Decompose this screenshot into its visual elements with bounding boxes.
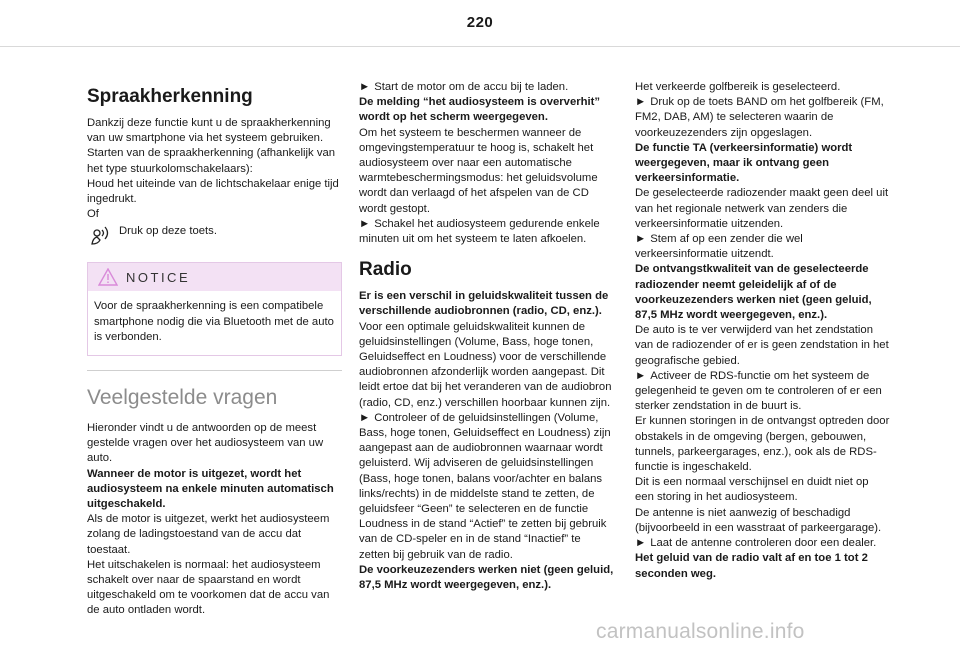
answer: Om het systeem te beschermen wanneer de omgevingstemperatuur te hoog is, schakelt het audiosysteem over naar een automatische warmtebeschermingsmodus: het geluidsvolume wordt dan verlaagd of het afspelen van de CD wordt gestopt. [359, 126, 598, 215]
arrow-icon: ► [359, 411, 371, 424]
notice-body: Voor de spraakherkenning is een compatibele smartphone nodig die via Bluetooth met de auto is verbonden. [94, 300, 334, 343]
step: ► Schakel het audiosysteem gedurende enkele minuten uit om het systeem te laten afkoelen. [359, 217, 600, 246]
notice-header [88, 263, 341, 291]
answer: Voor een optimale geluidskwaliteit kunnen de geluidsinstellingen (Volume, Bass, hoge tonen, Geluidseffect en Loudness) voor de verschillende audiobronnen afzonderlijk worden aangepast. Dit leidt ertoe dat bij het veranderen van de audiobron (radio, CD, enz.) verschillen hoorbaar kunnen zijn. [359, 320, 612, 409]
paragraph: Dankzij deze functie kunt u de spraakherkenning van uw smartphone via het systeem gebruiken. [87, 117, 331, 145]
column-2 [359, 80, 614, 593]
question: De functie TA (verkeersinformatie) wordt weergegeven, maar ik ontvang geen verkeersinformatie. [635, 141, 853, 185]
answer: Dit is een normaal verschijnsel en duidt niet op een storing in het audiosysteem. [635, 476, 869, 504]
column-3 [635, 80, 890, 582]
section-title-radio: Radio [359, 259, 412, 281]
notice-box [87, 262, 342, 356]
question: Wanneer de motor is uitgezet, wordt het audiosysteem na enkele minuten automatisch uitgeschakeld. [87, 467, 334, 511]
step: ► Druk op de toets BAND om het golfbereik (FM, FM2, DAB, AM) te selecteren waarin de voorkeuzezenders zijn opgeslagen. [635, 96, 884, 139]
question: De ontvangstkwaliteit van de geselecteerde radiozender neemt geleidelijk af of de voorkeuzezenders werken niet (geen geluid, 87,5 MHz wordt weergegeven, enz.). [635, 263, 872, 322]
watermark: carmanualsonline.info [596, 620, 805, 643]
section-divider [87, 370, 342, 371]
answer: De geselecteerde radiozender maakt geen deel uit van het regionale netwerk van zenders die verkeersinformatie uitzenden. [635, 187, 889, 230]
press-button-text: Druk op deze toets. [119, 225, 217, 238]
voice-instruction [87, 224, 342, 248]
step: ► Controleer of de geluidsinstellingen (Volume, Bass, hoge tonen, Geluidseffect en Loudness) zijn aangepast aan de audiobronnen waarnaar wordt geluisterd. Wij adviseren de geluidsinstellingen (Bass, hoge tonen, balans voor/achter en balans links/rechts) in de middelste stand te zetten, de geluidsfeer “Geen” te selecteren en de functie Loudness in de stand “Actief” te zetten bij gebruik van de CD-speler en in de stand “Inactief” te zetten bij gebruik van de radio. [359, 411, 611, 561]
header-divider [0, 46, 960, 47]
section-title-faq: Veelgestelde vragen [87, 386, 278, 410]
answer: De auto is te ver verwijderd van het zendstation van de radiozender of er is geen zendstation in het geografische gebied. [635, 324, 889, 367]
warning-triangle-icon [98, 268, 118, 286]
paragraph: Houd het uiteinde van de lichtschakelaar enige tijd ingedrukt. [87, 177, 339, 206]
arrow-icon: ► [635, 96, 647, 109]
step: ► Start de motor om de accu bij te laden. [359, 80, 614, 95]
step: ► Laat de antenne controleren door een dealer. [635, 536, 890, 551]
arrow-icon: ► [359, 81, 371, 93]
arrow-icon: ► [359, 217, 371, 230]
answer: De antenne is niet aanwezig of beschadigd (bijvoorbeeld in een wasstraat of parkeergarage). [635, 506, 882, 534]
answer: Als de motor is uitgezet, werkt het audiosysteem zolang de ladingstoestand van de accu dat toestaat. [87, 513, 330, 556]
paragraph: Starten van de spraakherkenning (afhankelijk van het type stuurkolomschakelaars): [87, 147, 336, 175]
voice-command-icon [87, 224, 113, 248]
column-1 [87, 82, 342, 619]
question: De melding “het audiosysteem is oververhit” wordt op het scherm weergegeven. [359, 96, 601, 124]
step: ► Stem af op een zender die wel verkeersinformatie uitzendt. [635, 233, 803, 261]
question: Het geluid van de radio valt af en toe 1 tot 2 seconden weg. [635, 552, 868, 580]
answer: Er kunnen storingen in de ontvangst optreden door obstakels in de omgeving (bergen, gebouwen, tunnels, parkeergarages, enz.), ook als de RDS-functie is ingeschakeld. [635, 415, 890, 474]
step: ► Activeer de RDS-functie om het systeem de gelegenheid te geven om te controleren of er een sterker zendstation in de buurt is. [635, 369, 882, 413]
answer: Het uitschakelen is normaal: het audiosysteem schakelt over naar de spaarstand en wordt uitgeschakeld om te voorkomen dat de accu van de auto ontladen wordt. [87, 558, 330, 617]
question: De voorkeuzezenders werken niet (geen geluid, 87,5 MHz wordt weergegeven, enz.). [359, 563, 614, 592]
arrow-icon: ► [635, 233, 647, 246]
paragraph: Of [87, 208, 99, 221]
question: Er is een verschil in geluidskwaliteit tussen de verschillende audiobronnen (radio, CD, enz.). [359, 290, 609, 318]
arrow-icon: ► [635, 369, 647, 382]
notice-title: NOTICE [126, 269, 191, 285]
arrow-icon: ► [635, 537, 647, 550]
page-number: 220 [466, 14, 494, 31]
paragraph: Hieronder vindt u de antwoorden op de meest gestelde vragen over het audiosysteem van uw auto. [87, 422, 324, 465]
answer: Het verkeerde golfbereik is geselecteerd. [635, 81, 841, 93]
section-title-spraakherkenning: Spraakherkenning [87, 86, 253, 107]
